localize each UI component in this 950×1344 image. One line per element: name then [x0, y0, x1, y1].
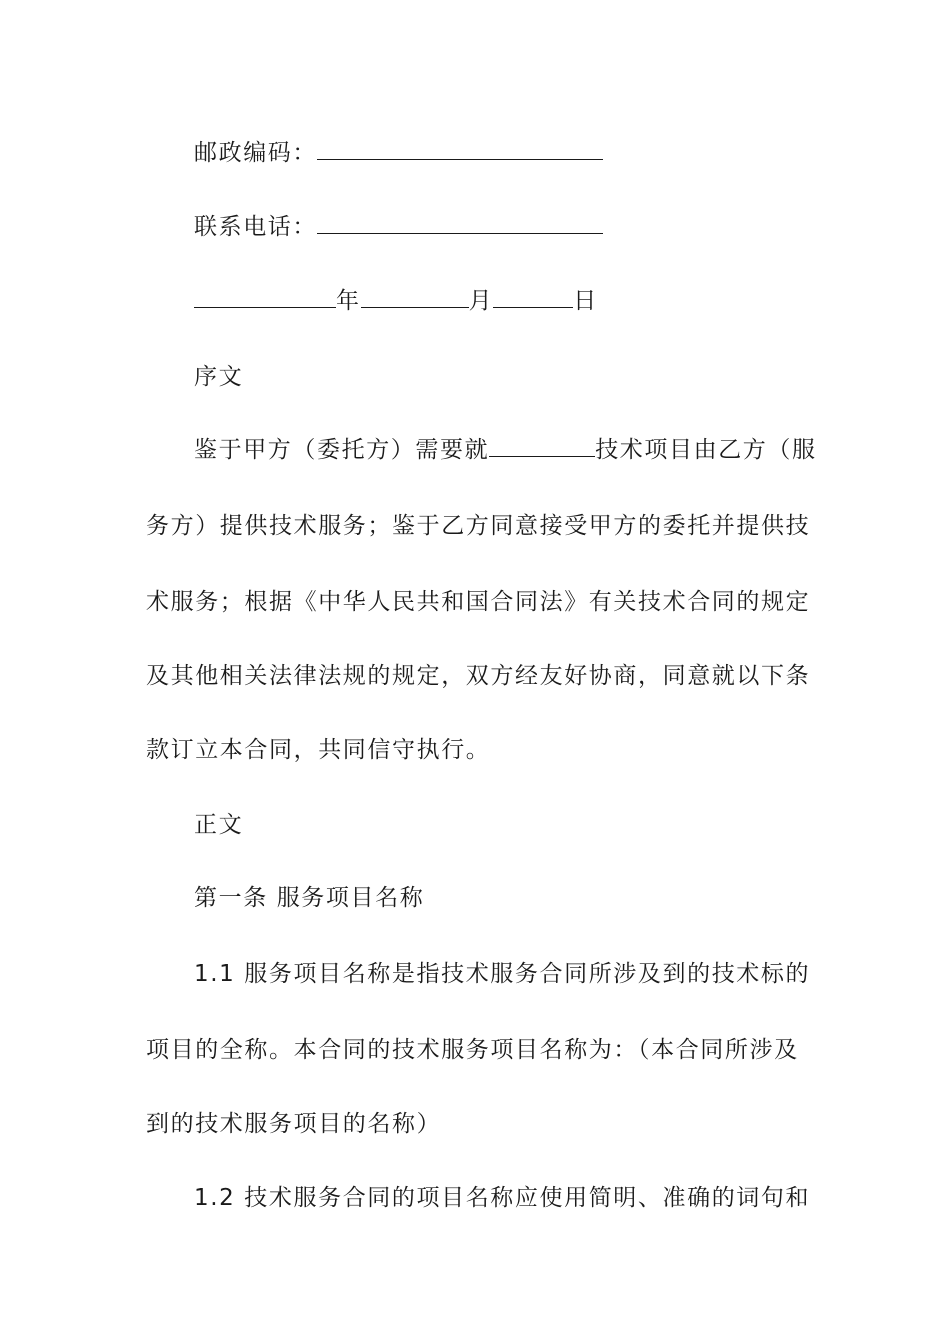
preface-line-1 — [194, 435, 854, 465]
preface-line-2: 务方）提供技术服务；鉴于乙方同意接受甲方的委托并提供技 — [146, 513, 811, 539]
year-blank — [194, 287, 336, 308]
month-blank — [361, 287, 469, 308]
clause-1-1-line-3: 到的技术服务项目的名称） — [146, 1111, 442, 1137]
day-blank — [493, 287, 573, 308]
phone-blank — [317, 213, 603, 234]
article-1-heading: 第一条 服务项目名称 — [194, 885, 425, 911]
preface-heading: 序文 — [194, 364, 244, 390]
project-blank — [489, 436, 595, 457]
day-label: 日 — [573, 288, 598, 314]
preface-text-end: 技术项目由乙方（服 — [595, 437, 817, 463]
phone-row — [194, 212, 854, 242]
date-row — [194, 286, 854, 316]
postal-code-row — [194, 138, 854, 168]
month-label: 月 — [468, 288, 494, 314]
preface-line-5: 款订立本合同，共同信守执行。 — [146, 737, 491, 763]
phone-label: 联系电话： — [194, 214, 317, 240]
year-label: 年 — [336, 288, 361, 314]
preface-text-start: 鉴于甲方（委托方）需要就 — [194, 437, 490, 463]
postal-code-blank — [317, 139, 603, 160]
postal-code-label: 邮政编码： — [194, 140, 317, 166]
preface-line-3: 术服务；根据《中华人民共和国合同法》有关技术合同的规定 — [146, 589, 811, 615]
clause-1-2-line-1: 1.2 技术服务合同的项目名称应使用简明、准确的词句和 — [194, 1185, 811, 1211]
body-heading: 正文 — [194, 812, 244, 838]
clause-1-1-line-2: 项目的全称。本合同的技术服务项目名称为：（本合同所涉及 — [146, 1037, 799, 1063]
clause-1-1-line-1: 1.1 服务项目名称是指技术服务合同所涉及到的技术标的 — [194, 961, 811, 987]
preface-line-4: 及其他相关法律法规的规定，双方经友好协商，同意就以下条 — [146, 663, 811, 689]
